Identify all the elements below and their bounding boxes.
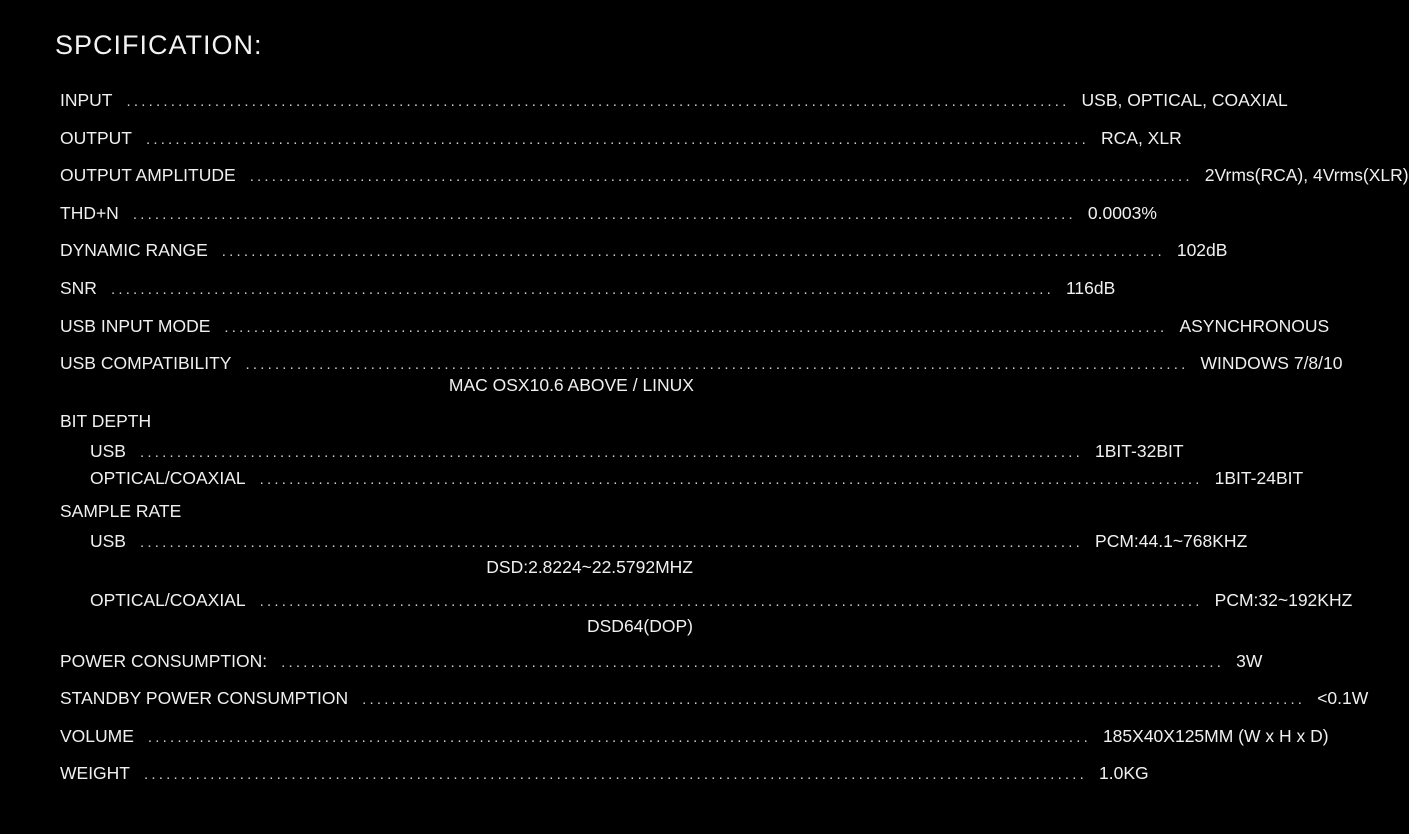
spec-label: USB INPUT MODE: [60, 316, 211, 336]
spec-label: OUTPUT: [60, 128, 132, 148]
spec-row-power-consumption: [60, 649, 1263, 673]
dot-leader: ................................................................................................................................: [259, 593, 1203, 610]
dot-leader: ................................................................................................................................: [221, 243, 1165, 260]
spec-row-dynamic-range: [60, 238, 1228, 262]
section-heading-bit-depth: BIT DEPTH: [60, 411, 152, 431]
spec-value: 2Vrms(RCA), 4Vrms(XLR): [1204, 165, 1409, 185]
spec-label: STANDBY POWER CONSUMPTION: [60, 688, 349, 708]
spec-value: 1BIT-24BIT: [1214, 468, 1304, 488]
spec-label: WEIGHT: [60, 763, 130, 783]
spec-label: POWER CONSUMPTION:: [60, 651, 268, 671]
dot-leader: ................................................................................................................................: [245, 356, 1189, 373]
spec-value: 185X40X125MM (W x H x D): [1102, 726, 1329, 746]
spec-row-thd-n: [60, 201, 1157, 225]
dot-leader: ................................................................................................................................: [139, 534, 1084, 551]
dot-leader: ................................................................................................................................: [362, 691, 1306, 708]
spec-label: VOLUME: [60, 726, 134, 746]
dot-leader: ................................................................................................................................: [259, 471, 1203, 488]
dot-leader: ................................................................................................................................: [224, 319, 1168, 336]
spec-row-sample-rate-optical-coaxial: [90, 588, 1353, 612]
dot-leader: ................................................................................................................................: [126, 93, 1070, 110]
spec-row-snr: [60, 276, 1116, 300]
spec-row-usb-input-mode: [60, 314, 1330, 338]
spec-label: THD+N: [60, 203, 119, 223]
spec-row-standby-power-consumption: [60, 686, 1369, 710]
spec-label: USB: [90, 441, 126, 461]
page-title: SPCIFICATION:: [55, 30, 263, 60]
dot-leader: ................................................................................................................................: [144, 766, 1088, 783]
dot-leader: ................................................................................................................................: [147, 729, 1091, 746]
spec-value: RCA, XLR: [1101, 128, 1182, 148]
spec-row-bit-depth-usb: [90, 439, 1184, 463]
spec-row-output: [60, 126, 1182, 150]
spec-label: OUTPUT AMPLITUDE: [60, 165, 236, 185]
spec-value: 0.0003%: [1087, 203, 1157, 223]
spec-label: INPUT: [60, 90, 113, 110]
dot-leader: ................................................................................................................................: [145, 131, 1089, 148]
dot-leader: ................................................................................................................................: [139, 444, 1084, 461]
spec-value: WINDOWS 7/8/10: [1200, 353, 1343, 373]
spec-value-continued: DSD:2.8224~22.5792MHZ: [486, 557, 693, 577]
spec-row-output-amplitude: [60, 163, 1409, 187]
spec-row-bit-depth-optical-coaxial: [90, 466, 1304, 490]
spec-row-usb-compatibility: [60, 351, 1343, 375]
spec-value: 1BIT-32BIT: [1095, 441, 1184, 461]
spec-value: PCM:44.1~768KHZ: [1095, 531, 1248, 551]
spec-value: PCM:32~192KHZ: [1214, 590, 1353, 610]
spec-value: <0.1W: [1317, 688, 1369, 708]
dot-leader: ................................................................................................................................: [132, 206, 1076, 223]
spec-label: OPTICAL/COAXIAL: [90, 468, 246, 488]
dot-leader: ................................................................................................................................: [281, 654, 1225, 671]
spec-value: 1.0KG: [1099, 763, 1149, 783]
spec-value: 116dB: [1066, 278, 1116, 298]
dot-leader: ................................................................................................................................: [249, 168, 1193, 185]
spec-value-continued: DSD64(DOP): [587, 616, 693, 636]
spec-value: 3W: [1236, 651, 1263, 671]
spec-row-sample-rate-usb: [90, 529, 1248, 553]
spec-value: ASYNCHRONOUS: [1179, 316, 1330, 336]
spec-row-weight: [60, 761, 1149, 785]
spec-value: 102dB: [1176, 240, 1228, 260]
spec-label: USB: [90, 531, 126, 551]
spec-row-input: [60, 88, 1288, 112]
spec-label: DYNAMIC RANGE: [60, 240, 208, 260]
spec-label: USB COMPATIBILITY: [60, 353, 232, 373]
spec-value-continued: MAC OSX10.6 ABOVE / LINUX: [448, 375, 694, 395]
spec-row-volume: [60, 724, 1329, 748]
spec-label: SNR: [60, 278, 97, 298]
section-heading-sample-rate: SAMPLE RATE: [60, 501, 182, 521]
dot-leader: ................................................................................................................................: [110, 281, 1054, 298]
spec-value: USB, OPTICAL, COAXIAL: [1081, 90, 1288, 110]
spec-label: OPTICAL/COAXIAL: [90, 590, 246, 610]
